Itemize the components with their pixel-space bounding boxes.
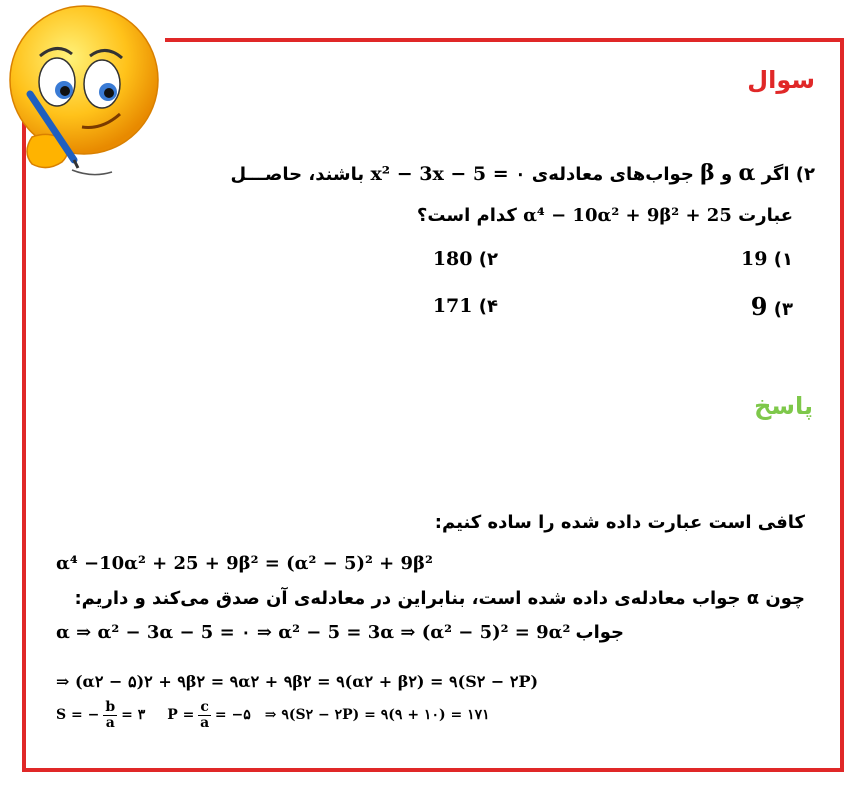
fraction-a: a	[105, 714, 115, 731]
root-label: جواب	[575, 622, 624, 643]
option-4-value: 171	[432, 295, 473, 317]
question-line-1	[230, 160, 815, 186]
fraction-b: b	[105, 699, 116, 715]
option-4-number: ۴)	[478, 296, 498, 317]
question-line1-suffix: باشند، حاصـــل	[230, 164, 365, 185]
question-line-2	[417, 205, 793, 226]
question-number: ۲) اگر	[761, 164, 815, 185]
sum-label: S = −	[56, 707, 100, 724]
vieta-line	[56, 700, 490, 730]
question-heading: سوال	[747, 66, 815, 94]
fraction-c: c	[200, 699, 209, 715]
final-result: ⇒ ۹(S۲ − ۲P) = ۹(۹ + ۱۰) = ۱۷۱	[264, 707, 490, 724]
answer-intro: کافی است عبارت داده شده را ساده کنیم:	[434, 512, 805, 533]
beta-symbol: β	[700, 160, 715, 186]
c-over-a-fraction	[198, 700, 211, 730]
option-2-number: ۲)	[478, 249, 498, 270]
root-substitution-line	[56, 622, 624, 643]
sum-value: = ۳	[121, 707, 146, 724]
expression-suffix: کدام است؟	[416, 205, 517, 226]
simplification-equation: α⁴ −10α² + 25 + 9β² = (α² − 5)² + 9β²	[56, 553, 433, 574]
question-mid-text: جواب‌های معادله‌ی	[531, 164, 694, 185]
quadratic-equation: x² − 3x − 5 = ۰	[370, 163, 526, 185]
option-1-number: ۱)	[773, 249, 793, 270]
answer-because: چون α جواب معادله‌ی داده شده است، بنابراین در معادله‌ی آن صدق می‌کند و داریم:	[74, 588, 805, 609]
reduction-equation: ⇒ (α۲ − ۵)۲ + ۹β۲ = ۹α۲ + ۹β۲ = ۹(α۲ + β۲) = ۹(S۲ − ۲P)	[56, 672, 539, 691]
option-3-number: ۳)	[773, 299, 793, 320]
alpha-symbol: α	[738, 160, 756, 186]
b-over-a-fraction	[103, 700, 117, 730]
target-expression: α⁴ − 10α² + 9β² + 25	[523, 205, 732, 226]
fraction-a-2: a	[200, 714, 210, 731]
product-value: = −۵	[214, 707, 251, 724]
product-label: P =	[167, 707, 195, 724]
option-1-value: 19	[741, 248, 768, 270]
thinking-emoji-icon	[2, 2, 167, 177]
option-2[interactable]	[433, 248, 498, 270]
answer-heading: پاسخ	[754, 392, 813, 420]
and-word: و	[720, 164, 733, 185]
option-4[interactable]	[433, 295, 498, 317]
option-1[interactable]	[741, 248, 793, 270]
root-substitution-equation: α ⇒ α² − 3α − 5 = ۰ ⇒ α² − 5 = 3α ⇒ (α² − 5)² = 9α²	[56, 622, 571, 643]
option-3[interactable]	[751, 292, 793, 321]
option-2-value: 180	[432, 248, 473, 270]
expression-prefix: عبارت	[738, 205, 793, 226]
option-3-value: 9	[750, 292, 768, 321]
